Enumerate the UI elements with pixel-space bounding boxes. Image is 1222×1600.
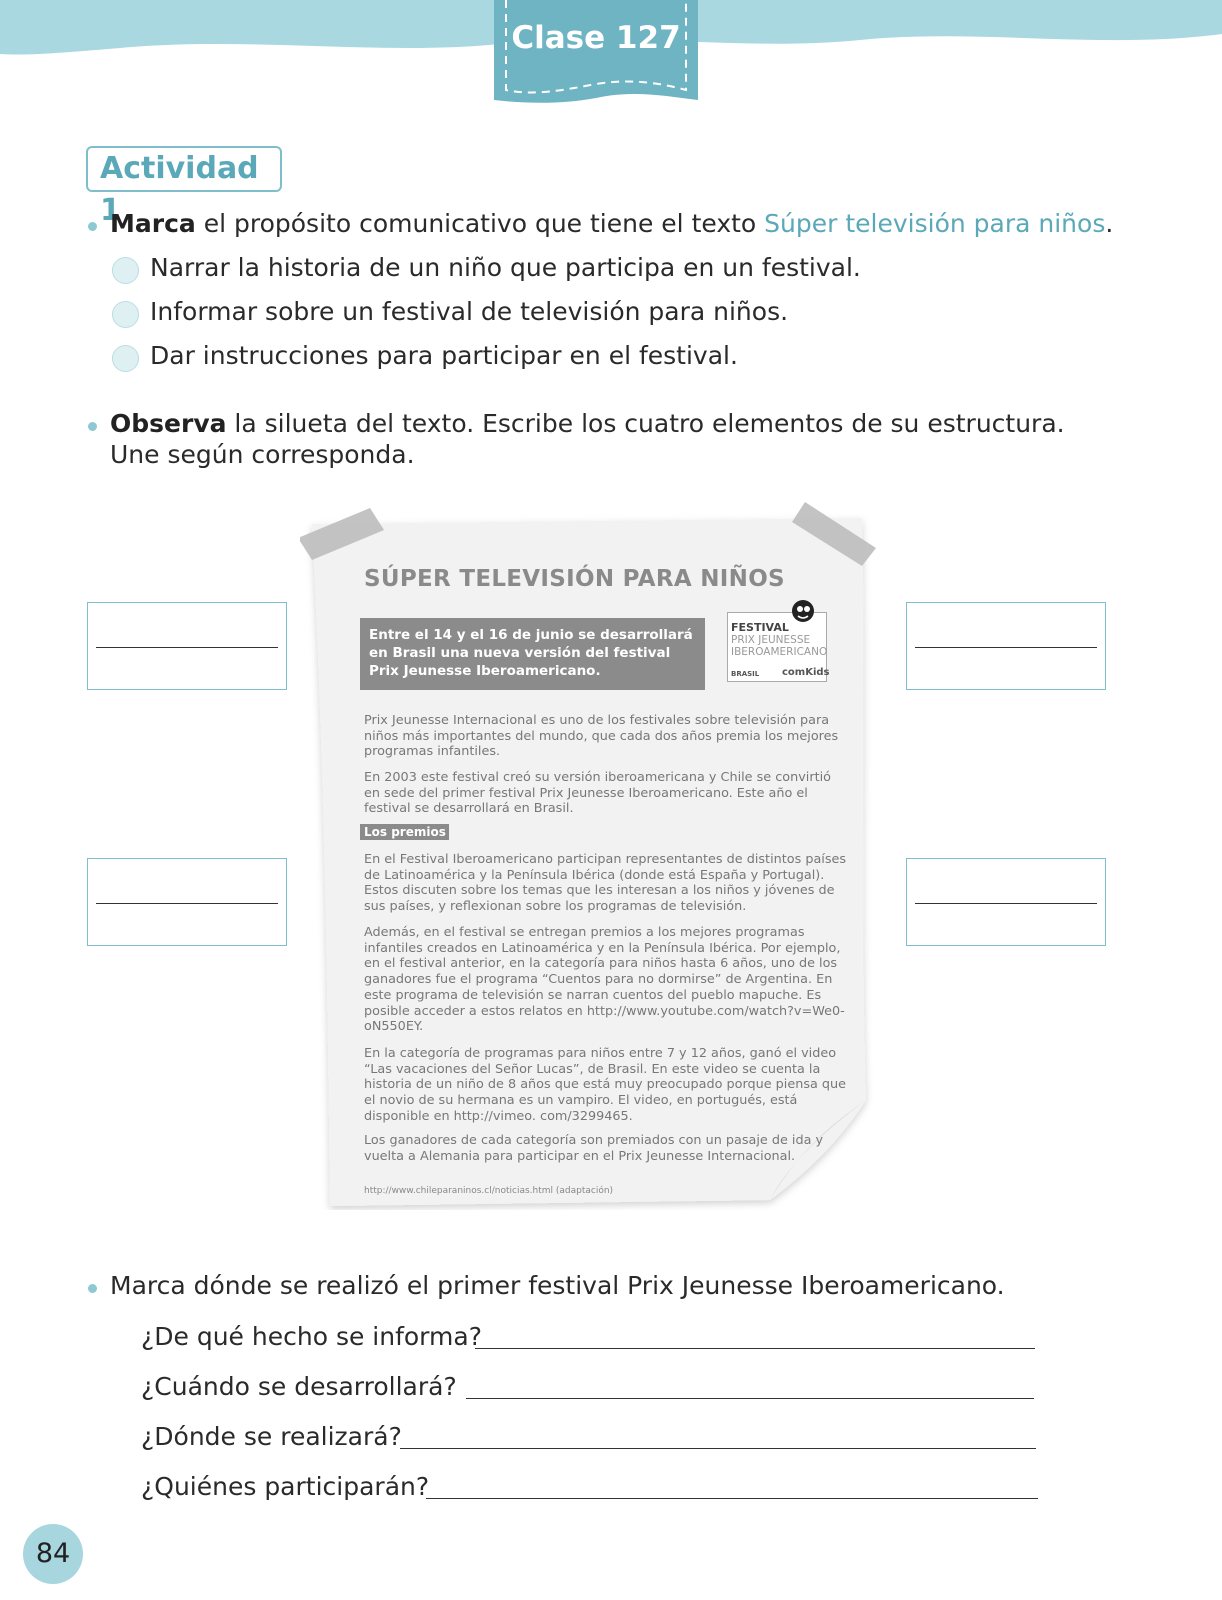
task1-text: el propósito comunicativo que tiene el texto	[195, 209, 765, 238]
bullet-dot	[88, 222, 97, 231]
option-label-2: Informar sobre un festival de televisión para niños.	[150, 297, 789, 326]
article-section-label: Los premios	[360, 824, 449, 840]
task1-verb: Marca	[110, 209, 196, 238]
logo-ibero-line: IBEROAMERICANO	[731, 646, 828, 658]
question-1: ¿De qué hecho se informa?	[141, 1322, 482, 1351]
logo-prix-line: PRIX JEUNESSE	[731, 634, 811, 646]
activity-label: Actividad 1	[86, 146, 282, 192]
option-label-3: Dar instrucciones para participar en el festival.	[150, 341, 738, 370]
article-source: http://www.chileparaninos.cl/noticias.html (adaptación)	[364, 1186, 614, 1196]
logo-brasil-text: BRASIL	[731, 670, 760, 678]
question-4-answer-line[interactable]	[426, 1498, 1038, 1499]
question-2: ¿Cuándo se desarrollará?	[141, 1372, 457, 1401]
task2-verb: Observa	[110, 409, 227, 438]
question-2-answer-line[interactable]	[466, 1398, 1034, 1399]
option-label-1: Narrar la historia de un niño que participa en un festival.	[150, 253, 861, 282]
page-number: 84	[23, 1524, 83, 1584]
bullet-dot	[88, 1284, 97, 1293]
article-paragraph-6: Los ganadores de cada categoría son premiados con un pasaje de ida y vuelta a Alemania para participar en el Prix Jeunesse Internacional.	[364, 1133, 824, 1164]
answer-line	[96, 647, 278, 648]
festival-face-icon	[789, 597, 819, 625]
structure-answer-box-top-right[interactable]	[906, 602, 1106, 690]
article-paragraph-2: En 2003 este festival creó su versión iberoamericana y Chile se convirtió en sede del primer festival Prix Jeunesse Iberoamericano. Este año el festival se desarrollará en Brasil.	[364, 770, 831, 817]
structure-answer-box-top-left[interactable]	[87, 602, 287, 690]
task2-instruction-line2: Une según corresponda.	[110, 440, 415, 469]
logo-prix-text	[731, 634, 827, 658]
option-radio-1[interactable]	[112, 257, 139, 284]
structure-answer-box-bottom-right[interactable]	[906, 858, 1106, 946]
article-paragraph-1: Prix Jeunesse Internacional es uno de los festivales sobre televisión para niños más importantes del mundo, que cada dos años premia los mejores programas infantiles.	[364, 713, 839, 760]
answer-line	[915, 647, 1097, 648]
article-paragraph-5: En la categoría de programas para niños entre 7 y 12 años, ganó el video “Las vacaciones del Señor Lucas”, de Brasil. En este video se cuenta la historia de un niño de 8 años que está muy preocupado porque piensa que el novio de su hermana es un vampiro. El video, en portugués, está disponible en http://vimeo. com/3299465.	[364, 1046, 847, 1124]
logo-festival-text: FESTIVAL	[731, 621, 789, 634]
option-radio-3[interactable]	[112, 345, 139, 372]
structure-answer-box-bottom-left[interactable]	[87, 858, 287, 946]
task3-instruction: Marca dónde se realizó el primer festival Prix Jeunesse Iberoamericano.	[110, 1271, 1005, 1300]
question-3-answer-line[interactable]	[400, 1448, 1036, 1449]
answer-line	[915, 903, 1097, 904]
question-1-answer-line[interactable]	[475, 1348, 1035, 1349]
article-paragraph-4: Además, en el festival se entregan premios a los mejores programas infantiles creados en Latinoamérica y en la Península Ibérica. Por ejemplo, en el festival anterior, en la categoría para niños hasta 6 años, uno de los ganadores fue el programa “Cuentos para no dormirse” de Argentina. En este programa de televisión se narran cuentos del pueblo mapuche. Es posible acceder a estos relatos en http://www.youtube.com/watch?v=We0-oN550EY.	[364, 925, 845, 1035]
question-4: ¿Quiénes participarán?	[141, 1472, 430, 1501]
article-title: SÚPER TELEVISIÓN PARA NIÑOS	[364, 566, 785, 592]
task2-instruction	[110, 409, 1065, 438]
article-lead: Entre el 14 y el 16 de junio se desarrollará en Brasil una nueva versión del festival Prix Jeunesse Iberoamericano.	[360, 618, 705, 690]
bullet-dot	[88, 422, 97, 431]
option-radio-2[interactable]	[112, 301, 139, 328]
answer-line	[96, 903, 278, 904]
task1-text-title: Súper televisión para niños	[764, 209, 1106, 238]
task1-end: .	[1105, 209, 1114, 238]
article-paragraph-3: En el Festival Iberoamericano participan representantes de distintos países de Latinoamérica y la Península Ibérica (donde está España y Portugal). Estos discuten sobre los temas que les interesan a los niños y jóvenes de sus países, y reflexionan sobre los programas de televisión.	[364, 852, 847, 915]
task2-text: la silueta del texto. Escribe los cuatro elementos de su estructura.	[226, 409, 1065, 438]
question-3: ¿Dónde se realizará?	[141, 1422, 402, 1451]
task1-instruction	[110, 209, 1113, 238]
class-title: Clase 127	[511, 20, 681, 56]
logo-comkids-text: comKids	[782, 667, 830, 678]
